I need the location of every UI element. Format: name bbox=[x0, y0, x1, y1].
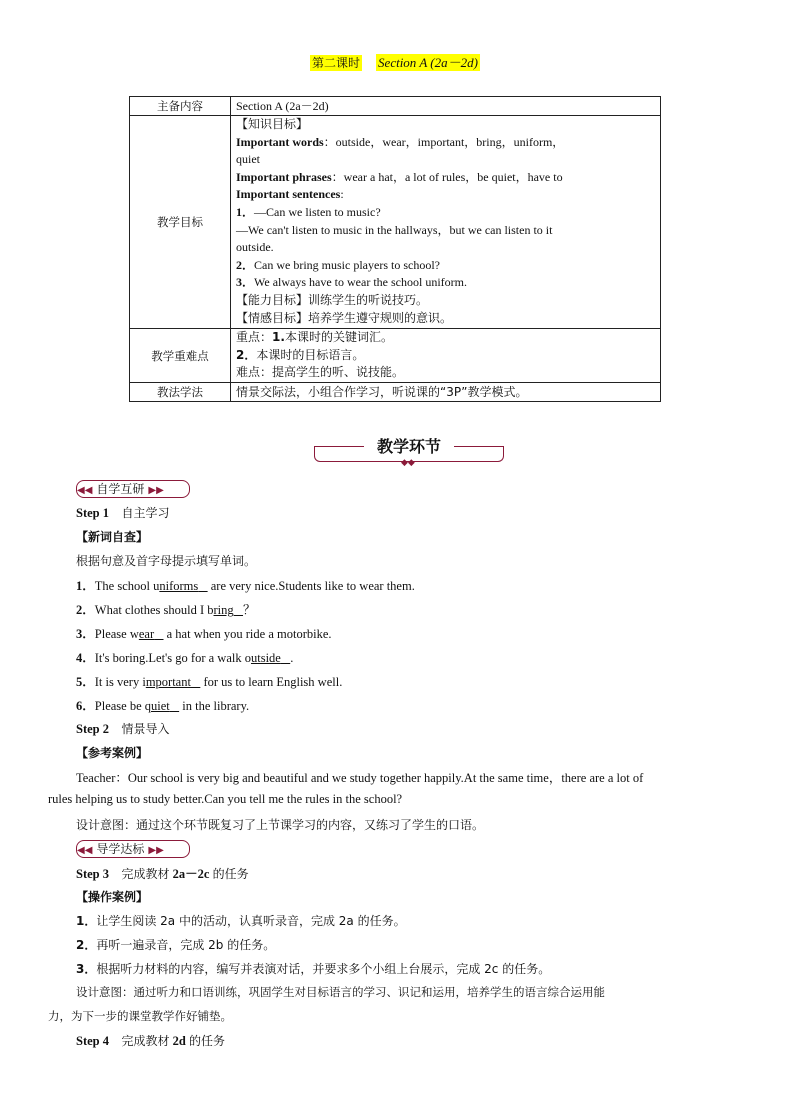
banner-title: 教学环节 bbox=[371, 437, 447, 456]
exercise-item: 3．Please wear a hat when you ride a motorbike. bbox=[76, 627, 332, 641]
step-3: Step 3 完成教材 2a－2c 的任务 bbox=[76, 867, 249, 881]
operation-item: 1．让学生阅读 2a 中的活动，认真听录音，完成 2a 的任务。 bbox=[76, 914, 406, 928]
double-arrow-left-icon: ◀◀ bbox=[77, 485, 93, 496]
important-phrases: Important phrases：wear a hat，a lot of rules，be quiet，have to bbox=[236, 169, 563, 184]
key-point: 重点：1.本课时的关键词汇。 bbox=[236, 330, 393, 344]
design-intent-2-cont: 力，为下一步的课堂教学作好铺垫。 bbox=[48, 1009, 232, 1023]
row-value bbox=[231, 116, 661, 329]
sentence-1b: —We can't listen to music in the hallways，but we can listen to it bbox=[236, 222, 553, 237]
lesson-plan-table bbox=[129, 96, 661, 402]
design-intent-2: 设计意图：通过听力和口语训练，巩固学生对目标语言的学习、识记和运用，培养学生的语言综合运用能 bbox=[76, 985, 605, 999]
row-key: 教学目标 bbox=[130, 116, 231, 329]
sentence-1c: outside. bbox=[236, 240, 274, 255]
exercise-item: 1．The school uniforms are very nice.Students like to wear them. bbox=[76, 579, 415, 593]
operation-case-heading: 【操作案例】 bbox=[76, 890, 149, 904]
difficult-point: 难点：提高学生的听、说技能。 bbox=[236, 365, 405, 380]
double-arrow-left-icon: ◀◀ bbox=[77, 845, 93, 856]
table-row bbox=[130, 329, 661, 383]
row-key: 教法学法 bbox=[130, 383, 231, 402]
operation-item: 2．再听一遍录音，完成 2b 的任务。 bbox=[76, 938, 276, 952]
lesson-title: 第二课时 bbox=[312, 56, 361, 70]
design-intent-1: 设计意图：通过这个环节既复习了上节课学习的内容，又练习了学生的口语。 bbox=[76, 818, 485, 832]
row-value: Section A (2a－2d) bbox=[231, 97, 661, 116]
important-words: Important words：outside，wear，important，bring，uniform， bbox=[236, 134, 565, 149]
step-1: Step 1 自主学习 bbox=[76, 506, 170, 520]
knowledge-tag: 【知识目标】 bbox=[236, 117, 309, 131]
section-title: Section A (2a－2d) bbox=[378, 55, 478, 70]
table-row bbox=[130, 116, 661, 329]
exercise-item: 4．It's boring.Let's go for a walk outside . bbox=[76, 651, 294, 665]
section-banner bbox=[314, 434, 504, 466]
row-key: 教学重难点 bbox=[130, 329, 231, 383]
exercise-item: 6．Please be quiet in the library. bbox=[76, 699, 250, 713]
page-title bbox=[0, 52, 790, 71]
exercise-item: 2．What clothes should I bring ？ bbox=[76, 603, 256, 617]
instruction: 根据句意及首字母提示填写单词。 bbox=[76, 554, 257, 568]
important-sentences: Important sentences: bbox=[236, 187, 344, 202]
diamond-icon: ◆◆ bbox=[401, 457, 415, 467]
sentence-3: 3．We always have to wear the school uniform. bbox=[236, 275, 467, 290]
teacher-line-2: rules helping us to study better.Can you tell me the rules in the school? bbox=[48, 792, 403, 806]
exercise-item: 5．It is very important for us to learn English well. bbox=[76, 675, 343, 689]
ability-goal: 【能力目标】训练学生的听说技巧。 bbox=[236, 292, 429, 307]
row-value: 情景交际法，小组合作学习，听说课的“3P”教学模式。 bbox=[231, 383, 661, 402]
table-row bbox=[130, 383, 661, 402]
table-row bbox=[130, 97, 661, 116]
key-point-2: 2．本课时的目标语言。 bbox=[236, 347, 365, 362]
double-arrow-right-icon: ▶▶ bbox=[148, 845, 164, 856]
sentence-2: 2．Can we bring music players to school? bbox=[236, 257, 440, 272]
operation-item: 3．根据听力材料的内容，编写并表演对话，并要求多个小组上台展示，完成 2c 的任务。 bbox=[76, 962, 551, 976]
teacher-line-1: Teacher：Our school is very big and beautiful and we study together happily.At the same time，there are a lot of bbox=[76, 771, 644, 785]
emotion-goal: 【情感目标】培养学生遵守规则的意识。 bbox=[236, 310, 453, 325]
section-tag-self-study: ◀◀ 自学互研 ▶▶ bbox=[76, 480, 190, 498]
reference-case-heading: 【参考案例】 bbox=[76, 746, 149, 760]
step-2: Step 2 情景导入 bbox=[76, 722, 170, 736]
step-4: Step 4 完成教材 2d 的任务 bbox=[76, 1034, 225, 1048]
important-words-cont: quiet bbox=[236, 152, 260, 167]
row-key: 主备内容 bbox=[130, 97, 231, 116]
sentence-1: 1．—Can we listen to music? bbox=[236, 204, 381, 219]
double-arrow-right-icon: ▶▶ bbox=[148, 485, 164, 496]
new-words-heading: 【新词自查】 bbox=[76, 530, 149, 544]
section-tag-guided-learning: ◀◀ 导学达标 ▶▶ bbox=[76, 840, 190, 858]
row-value bbox=[231, 329, 661, 383]
